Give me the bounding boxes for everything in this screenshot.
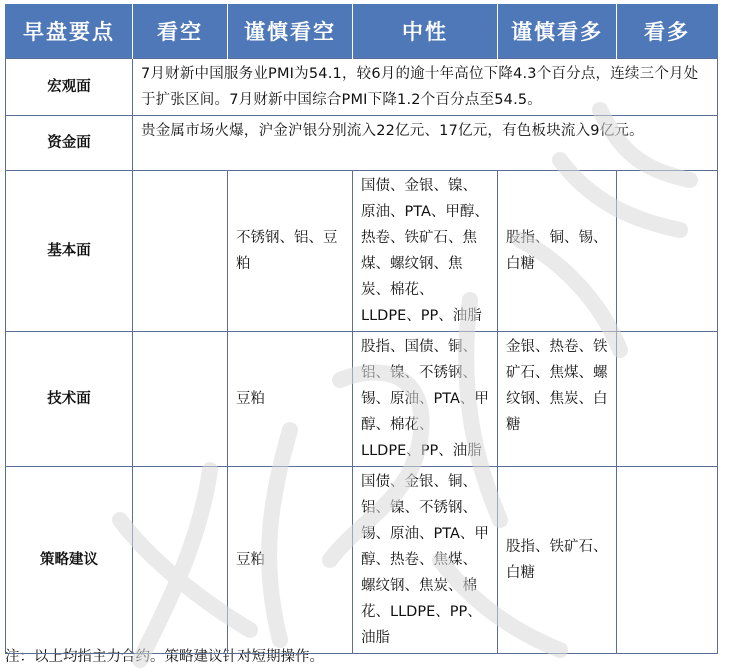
row-funds — [6, 116, 718, 171]
macro-text: 7月财新中国服务业PMI为54.1，较6月的逾十年高位下降4.3个百分点，连续三个月处于扩张区间。7月财新中国综合PMI下降1.2个百分点至54.5。 — [133, 59, 718, 116]
strategy-neutral: 国债、金银、铜、铝、镍、不锈钢、锡、原油、PTA、甲醇、热卷、焦煤、螺纹钢、焦炭、棉花、LLDPE、PP、油脂 — [353, 467, 498, 654]
technical-bullish — [617, 332, 718, 467]
row-label-strategy: 策略建议 — [6, 467, 133, 654]
row-strategy — [6, 467, 718, 654]
strategy-cautious-bearish: 豆粕 — [228, 467, 353, 654]
header-cautious-bearish: 谨慎看空 — [228, 4, 353, 59]
header-bearish: 看空 — [133, 4, 228, 59]
row-fundamental — [6, 171, 718, 332]
technical-cautious-bearish: 豆粕 — [228, 332, 353, 467]
row-label-technical: 技术面 — [6, 332, 133, 467]
header-bullish: 看多 — [617, 4, 718, 59]
row-label-fundamental: 基本面 — [6, 171, 133, 332]
header-neutral: 中性 — [353, 4, 498, 59]
strategy-bearish — [133, 467, 228, 654]
funds-text: 贵金属市场火爆，沪金沪银分别流入22亿元、17亿元，有色板块流入9亿元。 — [133, 116, 718, 171]
morning-outlook-table — [5, 4, 718, 654]
fundamental-bearish — [133, 171, 228, 332]
header-key-points: 早盘要点 — [6, 4, 133, 59]
strategy-bullish — [617, 467, 718, 654]
technical-cautious-bullish: 金银、热卷、铁矿石、焦煤、螺纹钢、焦炭、白糖 — [498, 332, 617, 467]
fundamental-neutral: 国债、金银、镍、原油、PTA、甲醇、热卷、铁矿石、焦煤、螺纹钢、焦炭、棉花、LLDPE、PP、油脂 — [353, 171, 498, 332]
row-technical — [6, 332, 718, 467]
footnote: 注：以上均指主力合约。策略建议针对短期操作。 — [5, 649, 324, 665]
strategy-cautious-bullish: 股指、铁矿石、白糖 — [498, 467, 617, 654]
fundamental-cautious-bearish: 不锈钢、铝、豆粕 — [228, 171, 353, 332]
row-label-macro: 宏观面 — [6, 59, 133, 116]
header-cautious-bullish: 谨慎看多 — [498, 4, 617, 59]
row-macro — [6, 59, 718, 116]
header-row — [6, 4, 718, 59]
fundamental-bullish — [617, 171, 718, 332]
technical-bearish — [133, 332, 228, 467]
row-label-funds: 资金面 — [6, 116, 133, 171]
fundamental-cautious-bullish: 股指、铜、锡、白糖 — [498, 171, 617, 332]
technical-neutral: 股指、国债、铜、铝、镍、不锈钢、锡、原油、PTA、甲醇、棉花、LLDPE、PP、油脂 — [353, 332, 498, 467]
